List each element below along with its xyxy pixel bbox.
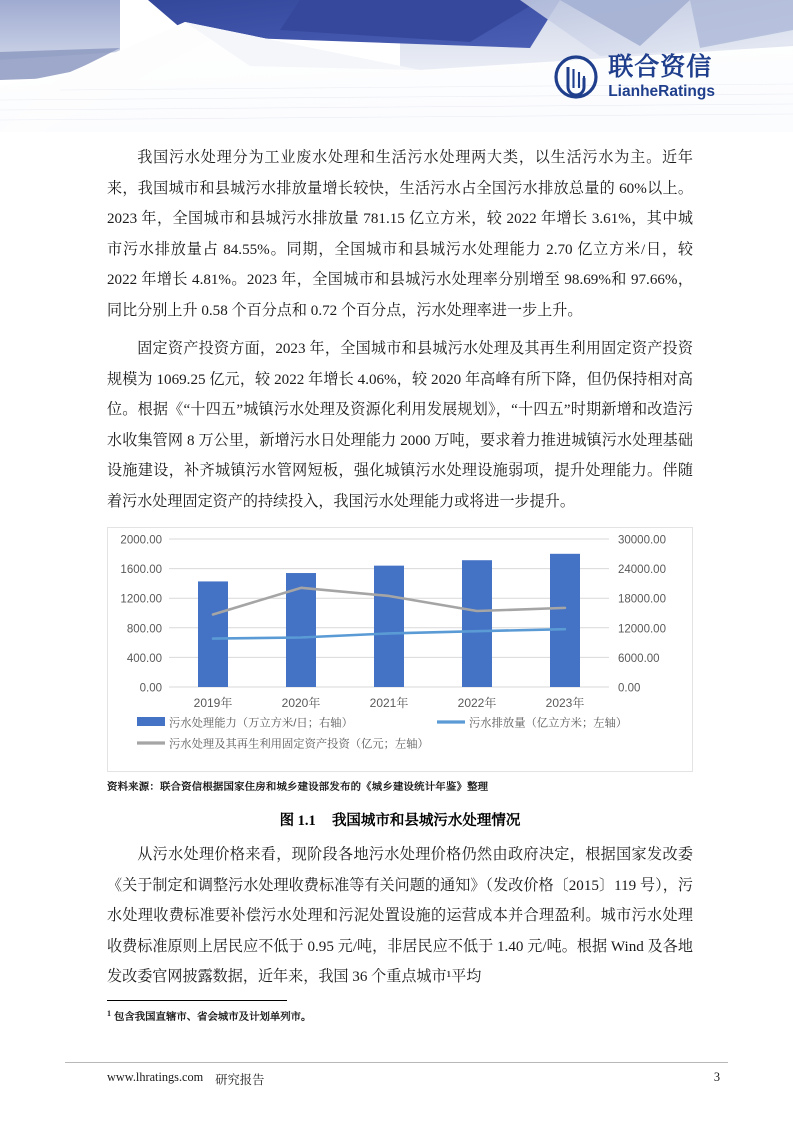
svg-text:12000.00: 12000.00 bbox=[618, 623, 666, 636]
svg-text:污水处理及其再生利用固定资产投资（亿元；左轴）: 污水处理及其再生利用固定资产投资（亿元；左轴） bbox=[169, 738, 429, 751]
footnote-entry bbox=[107, 1008, 693, 1023]
brand-logo bbox=[554, 55, 715, 100]
svg-text:6000.00: 6000.00 bbox=[618, 652, 660, 665]
svg-text:2023年: 2023年 bbox=[545, 696, 585, 710]
page-footer bbox=[65, 1070, 728, 1088]
svg-text:30000.00: 30000.00 bbox=[618, 534, 666, 547]
brand-name-cn: 联合资信 bbox=[608, 53, 713, 81]
figure-wastewater-chart bbox=[107, 527, 693, 772]
paragraph-fixed-asset-investment: 固定资产投资方面，2023 年，全国城市和县城污水处理及其再生利用固定资产投资规模为 1069.25 亿元，较 2022 年增长 4.06%，较 2020 年高峰有所下降，但仍保持相对高位。根据《“十四五”城镇污水处理及资源化利用发展规划》，“十四五”时期新增和改造污水收集管网 8 万公里，新增污水日处理能力 2000 万吨，要求着力推进城镇污水处理基础设施建设，补齐城镇污水管网短板，强化城镇污水处理设施弱项，提升处理能力。伴随着污水处理固定资产的持续投入，我国污水处理能力或将进一步提升。 bbox=[107, 341, 693, 510]
figure-number: 图 1.1 bbox=[279, 813, 316, 829]
footer-doc-type: 研究报告 bbox=[215, 1073, 265, 1087]
svg-text:24000.00: 24000.00 bbox=[618, 564, 666, 577]
footnote-divider bbox=[107, 1000, 287, 1001]
footnote-marker: 1 bbox=[107, 1008, 111, 1018]
figure-source-note: 资料来源：联合资信根据国家住房和城乡建设部发布的《城乡建设统计年鉴》整理 bbox=[107, 782, 489, 793]
paragraph-pricing: 从污水处理价格来看，现阶段各地污水处理价格仍然由政府决定，根据国家发改委《关于制定和调整污水处理收费标准等有关问题的通知》（发改价格〔2015〕119 号），污水处理收费标准要补偿污水处理和污泥处置设施的运营成本并合理盈利。城市污水处理收费标准原则上居民应不低于 0.95 元/吨，非居民应不低于 1.40 元/吨。根据 Wind 及各地发改委官网披露数据，近年来，我国 36 个重点城市¹平均 bbox=[107, 847, 693, 985]
svg-text:2000.00: 2000.00 bbox=[120, 534, 162, 547]
figure-caption bbox=[107, 809, 693, 830]
svg-text:2019年: 2019年 bbox=[193, 696, 233, 710]
figure-title: 我国城市和县城污水处理情况 bbox=[331, 813, 521, 829]
svg-text:1200.00: 1200.00 bbox=[120, 593, 162, 606]
svg-text:污水处理能力（万立方米/日；右轴）: 污水处理能力（万立方米/日；右轴） bbox=[169, 717, 353, 730]
svg-text:污水排放量（亿立方米；左轴）: 污水排放量（亿立方米；左轴） bbox=[469, 717, 628, 730]
svg-text:18000.00: 18000.00 bbox=[618, 593, 666, 606]
svg-text:2022年: 2022年 bbox=[457, 696, 497, 710]
brand-name-en: LianheRatings bbox=[608, 83, 715, 100]
svg-text:1600.00: 1600.00 bbox=[120, 564, 162, 577]
footer-page-number: 3 bbox=[713, 1070, 720, 1084]
svg-text:800.00: 800.00 bbox=[126, 623, 162, 636]
footer-website[interactable]: www.lhratings.com bbox=[107, 1070, 204, 1084]
svg-text:400.00: 400.00 bbox=[126, 652, 162, 665]
footnote-body: 包含我国直辖市、省会城市及计划单列市。 bbox=[114, 1012, 312, 1023]
lianhe-circle-logo-icon bbox=[554, 55, 598, 99]
footer-divider bbox=[65, 1062, 728, 1063]
svg-text:0.00: 0.00 bbox=[139, 682, 162, 695]
svg-text:0.00: 0.00 bbox=[618, 682, 641, 695]
paragraph-wastewater-overview: 我国污水处理分为工业废水处理和生活污水处理两大类，以生活污水为主。近年来，我国城市和县城污水排放量增长较快，生活污水占全国污水排放总量的 60%以上。2023 年，全国城市和县城污水排放量 781.15 亿立方米，较 2022 年增长 3.61%，其中城市污水排放量占 84.55%。同期，全国城市和县城污水处理能力 2.70 亿立方米/日，较 2022 年增长 4.81%。2023 年，全国城市和县城污水处理率分别增至 98.69%和 97.66%，同比分别上升 0.58 个百分点和 0.72 个百分点，污水处理率进一步上升。 bbox=[107, 150, 693, 319]
svg-text:2020年: 2020年 bbox=[281, 696, 321, 710]
footnote-area bbox=[107, 1000, 693, 1023]
svg-text:2021年: 2021年 bbox=[369, 696, 409, 710]
document-body bbox=[107, 143, 693, 1001]
